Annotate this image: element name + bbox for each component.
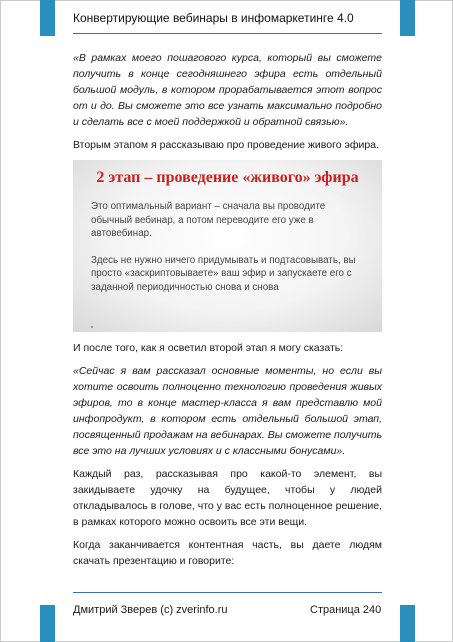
slide-text-1: Это оптимальный вариант – сначала вы проводите обычный вебинар, а потом переводите его уже в автовебинар. [91, 201, 326, 239]
slide-title: 2 этап – проведение «живого» эфира [96, 169, 359, 186]
paragraph-fishing-rod: Каждый раз, рассказывая про какой-то элемент, вы закидываете удочку на будущее, чтобы у людей откладывалось в голове, что у вас есть полноценное решение, в рамках которого можно освоить все эти вещи. [73, 468, 382, 528]
page-header-title: Конвертирующие вебинары в инфомаркетинге 4.0 [73, 11, 354, 25]
paragraph-content-end: Когда заканчивается контентная часть, вы даете людям скачать презентацию и говорите: [73, 539, 382, 567]
slide-text-2: Здесь не нужно ничего придумывать и подтасовывать, вы просто «заскриптовываете» ваш эфир и запускаете его с заданной периодичностью снова и снова [91, 254, 356, 293]
page-content [73, 50, 382, 576]
header-divider [73, 33, 382, 34]
footer-author: Дмитрий Зверев (c) zverinfo.ru [73, 604, 228, 616]
corner-tab-bottom-left [40, 605, 55, 642]
quote-paragraph-1: «В рамках моего пошагового курса, который вы сможете получить в конце сегодняшнего эфира есть отдельный большой модуль, в котором прорабатывается этот вопрос от и до. Вы сможете это все узнать максимально подробно и сделать все с моей поддержкой и обратной связью». [73, 52, 382, 128]
footer-divider [73, 592, 382, 593]
corner-tab-top-left [40, 0, 55, 36]
footer-page-number: Страница 240 [310, 604, 382, 616]
presentation-slide-image [73, 160, 382, 332]
paragraph-after-stage: И после того, как я осветил второй этап я могу сказать: [73, 342, 344, 354]
paragraph-second-stage: Вторым этапом я рассказываю про проведение живого эфира. [73, 139, 379, 151]
slide-marker-dot [91, 326, 93, 328]
quote-paragraph-2: «Сейчас я вам рассказал основные моменты, но если вы хотите освоить полноценно технологию проведения живых эфиров, то в конце мастер-класса я вам представлю мой инфопродукт, в котором есть отдельный большой этап, посвященный продажам на вебинарах. Вы сможете получить все это на лучших условиях и с классными бонусами». [73, 365, 382, 457]
corner-tab-top-right [400, 0, 415, 36]
corner-tab-bottom-right [400, 605, 415, 642]
